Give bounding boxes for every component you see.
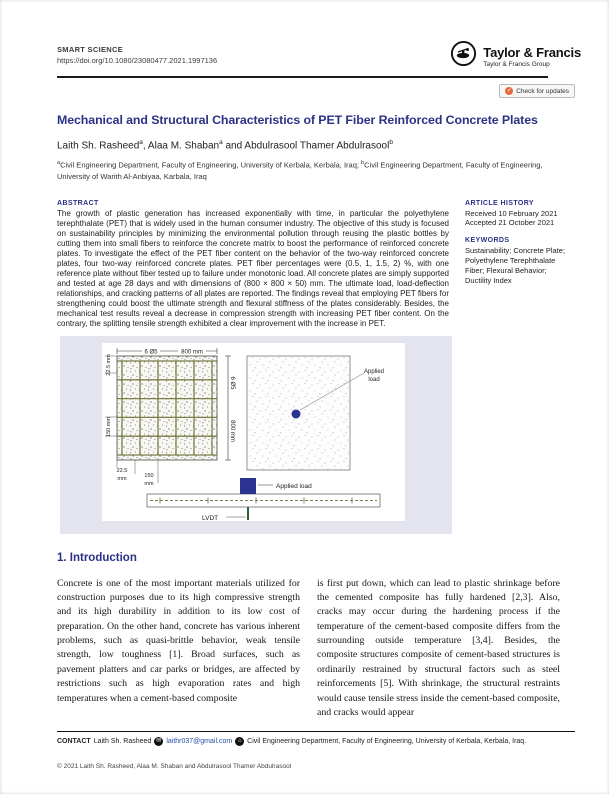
right-dimension-line (225, 356, 231, 460)
affiliation-2-mark: b (361, 160, 365, 167)
dim-bottom-spacing-value: 150 (144, 472, 154, 479)
received-date: Received 10 February 2021 (465, 208, 558, 218)
dim-top-bars-label: 6 Ø5 (144, 349, 158, 356)
author-separator: , (142, 140, 148, 152)
author-separator: and (222, 140, 245, 152)
footer-rule (57, 731, 575, 732)
taylor-francis-logo-icon (450, 40, 477, 72)
intro-column-right: is first put down, which can lead to plastic shrinkage before the cemented composite has fully hardened [2,3]. Also, cracks may occur during the hardening process if the temperature of the cement-based composite differs from the surrounding outside temperature [3,4]. Besides, the composite structures composite of cement-based structures is ordinarily restrained by structural factors such as steel reinforcements [5]. With shrinkage, the structural restraints would cause tensile stress inside the cement-based composite, and cracks would appear (317, 577, 560, 719)
figure-box (60, 336, 452, 534)
author-3-affil-mark: b (389, 139, 393, 146)
accepted-date: Accepted 21 October 2021 (465, 218, 555, 228)
author-2: Alaa M. Shaban (147, 140, 220, 152)
author-1-affil-mark: a (139, 139, 143, 146)
journal-info (57, 40, 217, 67)
lvdt-label: LVDT (202, 514, 219, 521)
dim-bottom-spacing-unit: mm (144, 480, 154, 487)
abstract-section (57, 200, 575, 330)
intro-column-left: Concrete is one of the most important materials utilized for construction purposes due to its high compressive strength and its high durability in addition to its low cost of preparation. On the other hand, concrete has various inherent problems, such as quasi-brittle behavior, weak tensile strength, low toughness [1]. Broad surfaces, such as pavement platters and car parks or bridges, are affected by restrictions such as high evaporation rates and high temperatures when a cement-based composite (57, 577, 300, 704)
affiliation-1-mark: a (57, 160, 61, 167)
plate-test-diagram (102, 343, 405, 521)
figure-panel (102, 343, 405, 521)
contact-line (57, 737, 575, 746)
applied-load-block (240, 478, 256, 494)
applied-load-plan-label-2: load (368, 376, 380, 383)
publisher-group: Taylor & Francis Group (483, 60, 550, 68)
email-icon: ✉ (156, 738, 162, 745)
authors-line (57, 139, 575, 151)
dim-right-bars-label: 6 Ø5 (229, 376, 235, 390)
publisher-logo (450, 40, 581, 72)
contact-affiliation: Civil Engineering Department, Faculty of Engineering, University of Kerbala, Kerbala, Iraq. (247, 738, 527, 746)
institution-icon: ⌂ (235, 737, 244, 746)
article-title: Mechanical and Structural Characteristics of PET Fiber Reinforced Concrete Plates (57, 113, 538, 127)
dim-bottom-edge-unit: mm (117, 475, 127, 482)
applied-load-dot (292, 409, 301, 418)
affiliation-2: Civil Engineering Department, Faculty of Engineering, University of Warith Al-Anbiyaa, Karbala, Iraq (57, 160, 543, 181)
contact-label: CONTACT (57, 738, 91, 746)
affiliations (57, 160, 569, 182)
author-1: Laith Sh. Rasheed (57, 140, 140, 152)
check-for-updates-button[interactable] (499, 84, 575, 98)
abstract-text: The growth of plastic generation has increased exponentially with time, in particular the polyethylene terephthalate (PET) that is widely used in the human consumer industry. The objective of this study is focused on sustainability principles by minimizing the environmental pollution through reusing the plastic bottles by cutting them into small fibers to reinforce the concrete matrix to boost the performance of reinforced concrete plates. To investigate the effect of the PET fiber content on the behavior of the two-way reinforced concrete plates, four two-way reinforced concrete plates. PET fiber percentages were (0.5, 1, 1.5, 2) %, with one reference plate without fiber tested up to failure under monotonic load. All concrete plates are simply supported and tested at age 28 days and with dimensions of (800 × 800 × 50) mm. The ultimate load, load-deflection relationships, and cracking patterns of all plates are reported. The findings reveal that employing PET fibers for strengthening could boost the ultimate strength and flexural stiffness of the plates considerably. Besides, the mechanical test results reveal a decrease in compression strength with increasing PET fiber content. On the contrary, the splitting tensile strength exhibited a clear improvement with the increase in PET. (57, 208, 449, 329)
crossmark-icon: ✓ (506, 88, 512, 94)
keywords-block (465, 237, 575, 286)
dim-left-edge-label: 22.5 mm (106, 353, 112, 376)
copyright-line: © 2021 Laith Sh. Rasheed, Alaa M. Shaban and Abdulrasool Thamer Abdulrasool (57, 763, 292, 771)
contact-email-link[interactable]: laithr037@gmail.com (166, 738, 233, 746)
contact-name: Laith Sh. Rasheed (93, 738, 152, 746)
article-meta-sidebar (465, 200, 575, 330)
abstract-label: ABSTRACT (57, 199, 99, 207)
dim-left-spacing-label: 150 mm (106, 416, 112, 437)
applied-load-plan-label-1: Applied (363, 368, 385, 375)
header-rule (57, 76, 548, 78)
applied-load-side-label: Applied load (276, 482, 312, 490)
section-heading-introduction: 1. Introduction (57, 551, 137, 564)
check-for-updates-label: Check for updates (516, 87, 569, 95)
publisher-wordmark (483, 45, 581, 68)
dim-right-height-label: 800 mm (229, 419, 235, 442)
article-history (465, 200, 575, 229)
doi-link[interactable]: https://doi.org/10.1080/23080477.2021.1997136 (57, 56, 218, 66)
keywords-label: KEYWORDS (465, 237, 510, 245)
keywords-text: Sustainability; Concrete Plate; Polyethylene Terephthalate Fiber; Flexural Behavior; Ductility Index (465, 246, 566, 286)
side-elevation-view (147, 478, 380, 521)
article-history-label: ARTICLE HISTORY (465, 199, 535, 207)
dim-top-width-label: 800 mm (181, 349, 203, 356)
publisher-name: Taylor & Francis (483, 44, 581, 60)
plan-view (105, 347, 235, 487)
author-2-affil-mark: a (219, 139, 223, 146)
load-position-view (247, 356, 384, 470)
dim-bottom-edge-value: 22.5 (116, 467, 128, 474)
abstract-column (57, 200, 449, 330)
page-header (57, 40, 581, 72)
author-3: Abdulrasool Thamer Abdulrasool (244, 140, 390, 152)
journal-name: SMART SCIENCE (57, 45, 123, 54)
badge-row (57, 84, 575, 98)
body-columns (57, 577, 575, 721)
affiliation-1: Civil Engineering Department, Faculty of Engineering, University of Kerbala, Kerbala, Iraq; (60, 160, 362, 170)
